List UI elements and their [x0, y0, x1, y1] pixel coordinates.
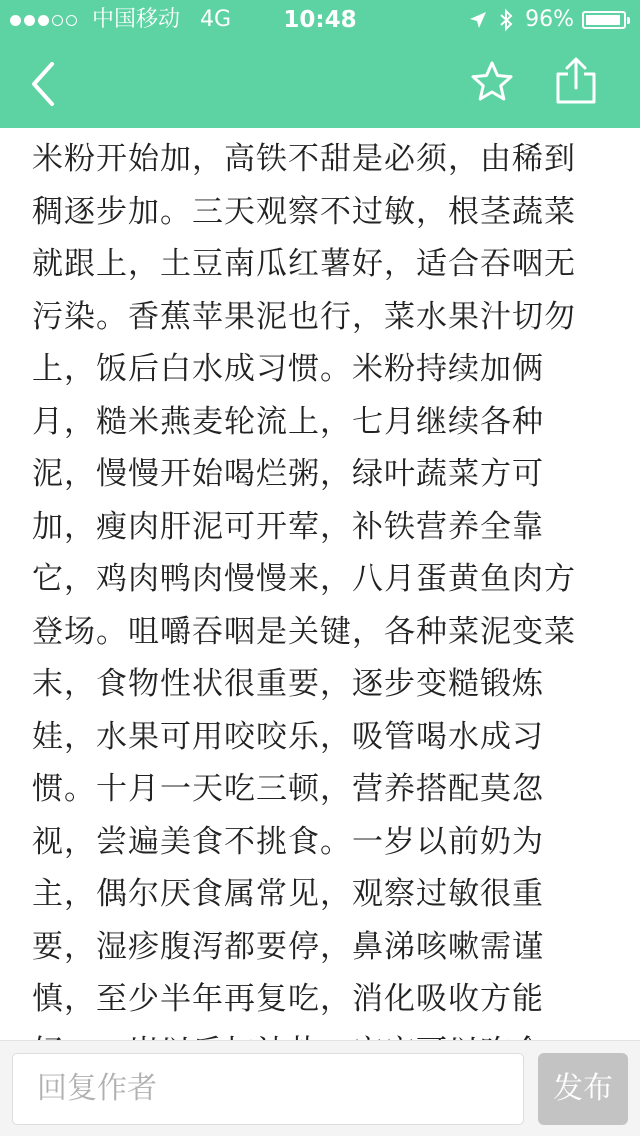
reply-input[interactable]: 回复作者 — [12, 1053, 524, 1125]
article-line: 娃，水果可用咬咬乐，吸管喝水成习 — [32, 718, 544, 755]
article-line: 加，瘦肉肝泥可开荤，补铁营养全靠 — [32, 508, 544, 545]
publish-button[interactable]: 发布 — [538, 1053, 628, 1125]
article-line: 污染。香蕉苹果泥也行，菜水果汁切勿 — [32, 298, 576, 335]
article-line: 泥，慢慢开始喝烂粥，绿叶蔬菜方可 — [32, 456, 544, 492]
article-line: 视，尝遍美食不挑食。一岁以前奶为 — [32, 823, 544, 860]
article-line: 末，食物性状很重要，逐步变糙锻炼 — [32, 666, 544, 702]
article-line: 要，湿疹腹泻都要停，鼻涕咳嗽需谨 — [32, 928, 544, 965]
article-line: 稠逐步加。三天观察不过敏，根茎蔬菜 — [32, 193, 576, 230]
article-line: 主，偶尔厌食属常见，观察过敏很重 — [32, 876, 544, 912]
article-line: 惯。十月一天吃三顿，营养搭配莫忽 — [32, 771, 544, 807]
article-line: 它，鸡肉鸭肉慢慢来，八月蛋黄鱼肉方 — [32, 561, 576, 597]
article-line: 就跟上，土豆南瓜红薯好，适合吞咽无 — [32, 246, 576, 282]
reply-bar — [0, 1040, 640, 1136]
article-line: 月，糙米燕麦轮流上，七月继续各种 — [32, 403, 544, 440]
status-bar — [0, 0, 640, 40]
carrier-name: 中国移动 — [92, 7, 181, 32]
top-bar — [0, 0, 640, 128]
article-content — [32, 130, 612, 1038]
article-line: 登场。咀嚼吞咽是关键，各种菜泥变菜 — [32, 613, 576, 650]
article-line: 米粉开始加，高铁不甜是必须，由稀到 — [32, 141, 576, 177]
chevron-left-icon[interactable] — [22, 58, 66, 110]
battery-icon — [582, 11, 626, 29]
share-icon[interactable] — [553, 56, 599, 106]
battery-percentage: 96% — [525, 7, 574, 32]
article-line: 慎，至少半年再复吃，消化吸收方能 — [32, 981, 544, 1017]
status-time: 10:48 — [283, 7, 357, 33]
bluetooth-icon — [499, 9, 513, 31]
network-type: 4G — [200, 7, 232, 32]
location-arrow-icon — [469, 11, 487, 29]
article-line: 上，饭后白水成习惯。米粉持续加俩 — [32, 351, 544, 387]
star-icon[interactable] — [470, 60, 514, 104]
